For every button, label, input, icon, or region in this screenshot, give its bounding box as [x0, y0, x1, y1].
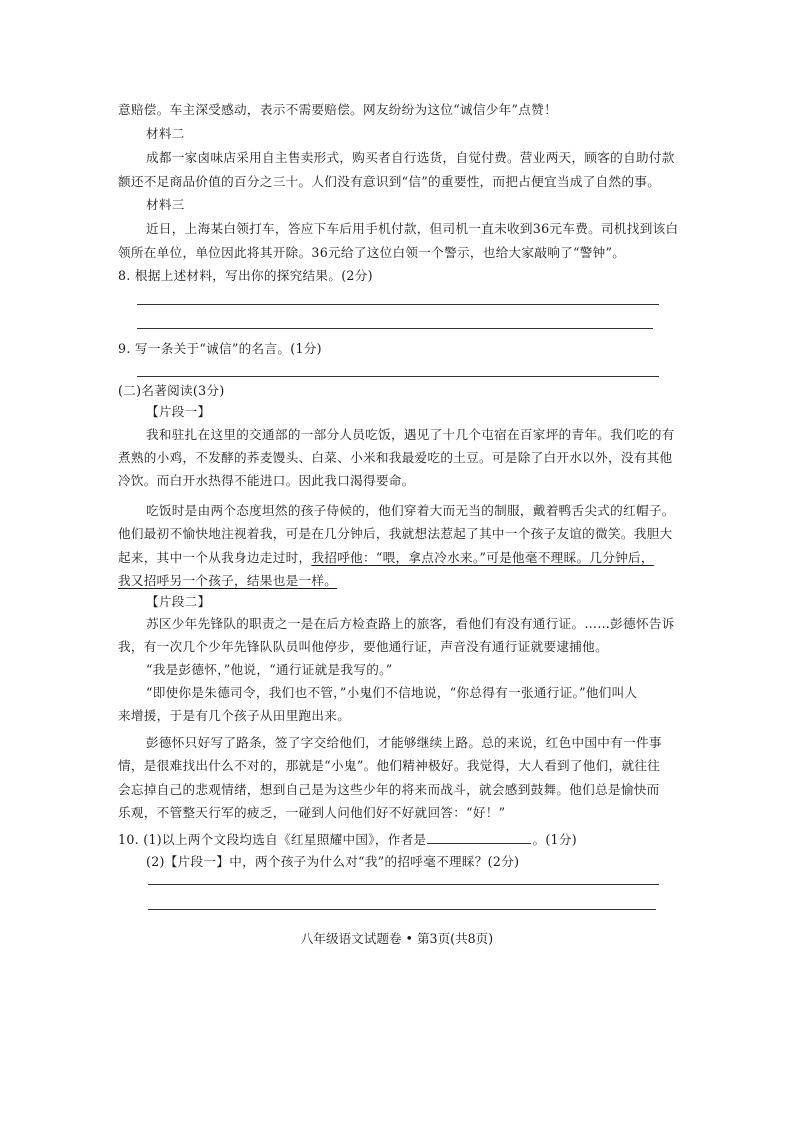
- fragment2-line: 情，是很难找出什么不对的，那就是“小鬼”。他们精神极好。我觉得，大人看到了他们，就往往: [118, 758, 661, 773]
- material1-tail-line: 意赔偿。车主深受感动，表示不需要赔偿。网友纷纷为这位“诚信少年”点赞！: [118, 102, 557, 117]
- fragment1-line: 我和驻扎在这里的交通部的一部分人员吃饭，遇见了十几个屯宿在百家坪的青年。我们吃的有: [146, 427, 675, 442]
- fragment1-line: 冷饮。而白开水热得不能进口。因此我口渴得要命。: [118, 473, 415, 488]
- fragment2-line: 苏区少年先锋队的职责之一是在后方检查路上的旅客，看他们有没有通行证。……彭德怀告诉: [146, 616, 675, 631]
- fragment2-line: 会忘掉自己的悲观情绪，想到自己是为这些少年的将来而战斗，就会感到鼓舞。他们总是愉快而: [118, 782, 660, 797]
- fragment2-line: 彭德怀只好写了路条，签了字交给他们，才能够继续上路。总的来说，红色中国中有一件事: [146, 735, 662, 750]
- page-footer: 八年级语文试题卷 • 第3页(共8页): [300, 931, 494, 946]
- material3-line: 领所在单位，单位因此将其开除。36元给了这位白领一个警示，也给大家敲响了“警钟”。: [118, 245, 626, 260]
- fragment2-line: “我是彭德怀，”他说，“通行证就是我写的。”: [146, 662, 393, 677]
- answer-line-q8-1[interactable]: [137, 304, 659, 305]
- answer-line-q10-2[interactable]: [148, 909, 656, 910]
- fragment1-line: 他们最初不愉快地注视着我，可是在几分钟后，我就想法惹起了其中一个孩子友谊的微笑。我胆大: [118, 526, 673, 541]
- author-answer-blank[interactable]: [427, 831, 531, 844]
- material2-line: 额还不足商品价值的百分之三十。人们没有意识到“信”的重要性，而把占便宜当成了自然的事。: [118, 174, 661, 189]
- material2-heading: 材料二: [146, 126, 185, 141]
- material3-heading: 材料三: [146, 197, 185, 212]
- question-9: 9. 写一条关于“诚信”的名言。(1分): [118, 341, 322, 356]
- question-10-part1: [118, 831, 577, 847]
- fragment1-line: 吃饭时是由两个态度坦然的孩子侍候的，他们穿着大而无当的制服，戴着鸭舌尖式的红帽子。: [146, 503, 675, 518]
- answer-line-q8-2[interactable]: [137, 328, 653, 329]
- fragment1-line-plain: 起来，其中一个从我身边走过时，: [118, 550, 312, 565]
- answer-line-q10-1[interactable]: [148, 884, 659, 885]
- fragment1-line: 煮熟的小鸡，不发酵的荞麦馒头、白菜、小米和我最爱吃的土豆。可是除了白开水以外，没有其他: [118, 450, 673, 465]
- fragment2-line: 我，有一次几个少年先锋队队员叫他停步，要他通行证，声音没有通行证就要逮捕他。: [118, 639, 608, 654]
- fragment2-line: 乐观，不管整天行军的疲乏，一碰到人问他们好不好就回答：“好！”: [118, 805, 506, 820]
- question-10-part2: (2)【片段一】中，两个孩子为什么对“我”的招呼毫不理睬？(2分): [146, 854, 520, 869]
- fragment1-line: [118, 552, 654, 565]
- question-10-part1-suffix: 。(1分): [532, 832, 577, 847]
- fragment1-underlined-text: 我招呼他：“喂，拿点冷水来。”可是他毫不理睬。几分钟后，: [311, 550, 654, 565]
- fragment2-heading: 【片段二】: [146, 594, 211, 609]
- fragment2-line: “即使你是朱德司令，我们也不管，”小鬼们不信地说，“你总得有一张通行证。”他们叫人: [146, 685, 638, 700]
- question-8: 8. 根据上述材料，写出你的探究结果。(2分): [118, 268, 373, 283]
- answer-line-q9[interactable]: [137, 376, 659, 377]
- section-2-heading: (二)名著阅读(3分): [118, 383, 225, 398]
- fragment2-line: 来增援，于是有几个孩子从田里跑出来。: [118, 708, 351, 723]
- question-10-part1-prefix: 10. (1)以上两个文段均选自《红星照耀中国》，作者是: [118, 832, 427, 847]
- fragment1-underlined-text: 我又招呼另一个孩子，结果也是一样。: [118, 573, 338, 588]
- material3-line: 近日，上海某白领打车，答应下车后用手机付款，但司机一直未收到36元车费。司机找到该白: [146, 221, 679, 236]
- material2-line: 成都一家卤味店采用自主售卖形式，购买者自行选货，自觉付费。营业两天，顾客的自助付款: [146, 150, 675, 165]
- fragment1-heading: 【片段一】: [146, 404, 211, 419]
